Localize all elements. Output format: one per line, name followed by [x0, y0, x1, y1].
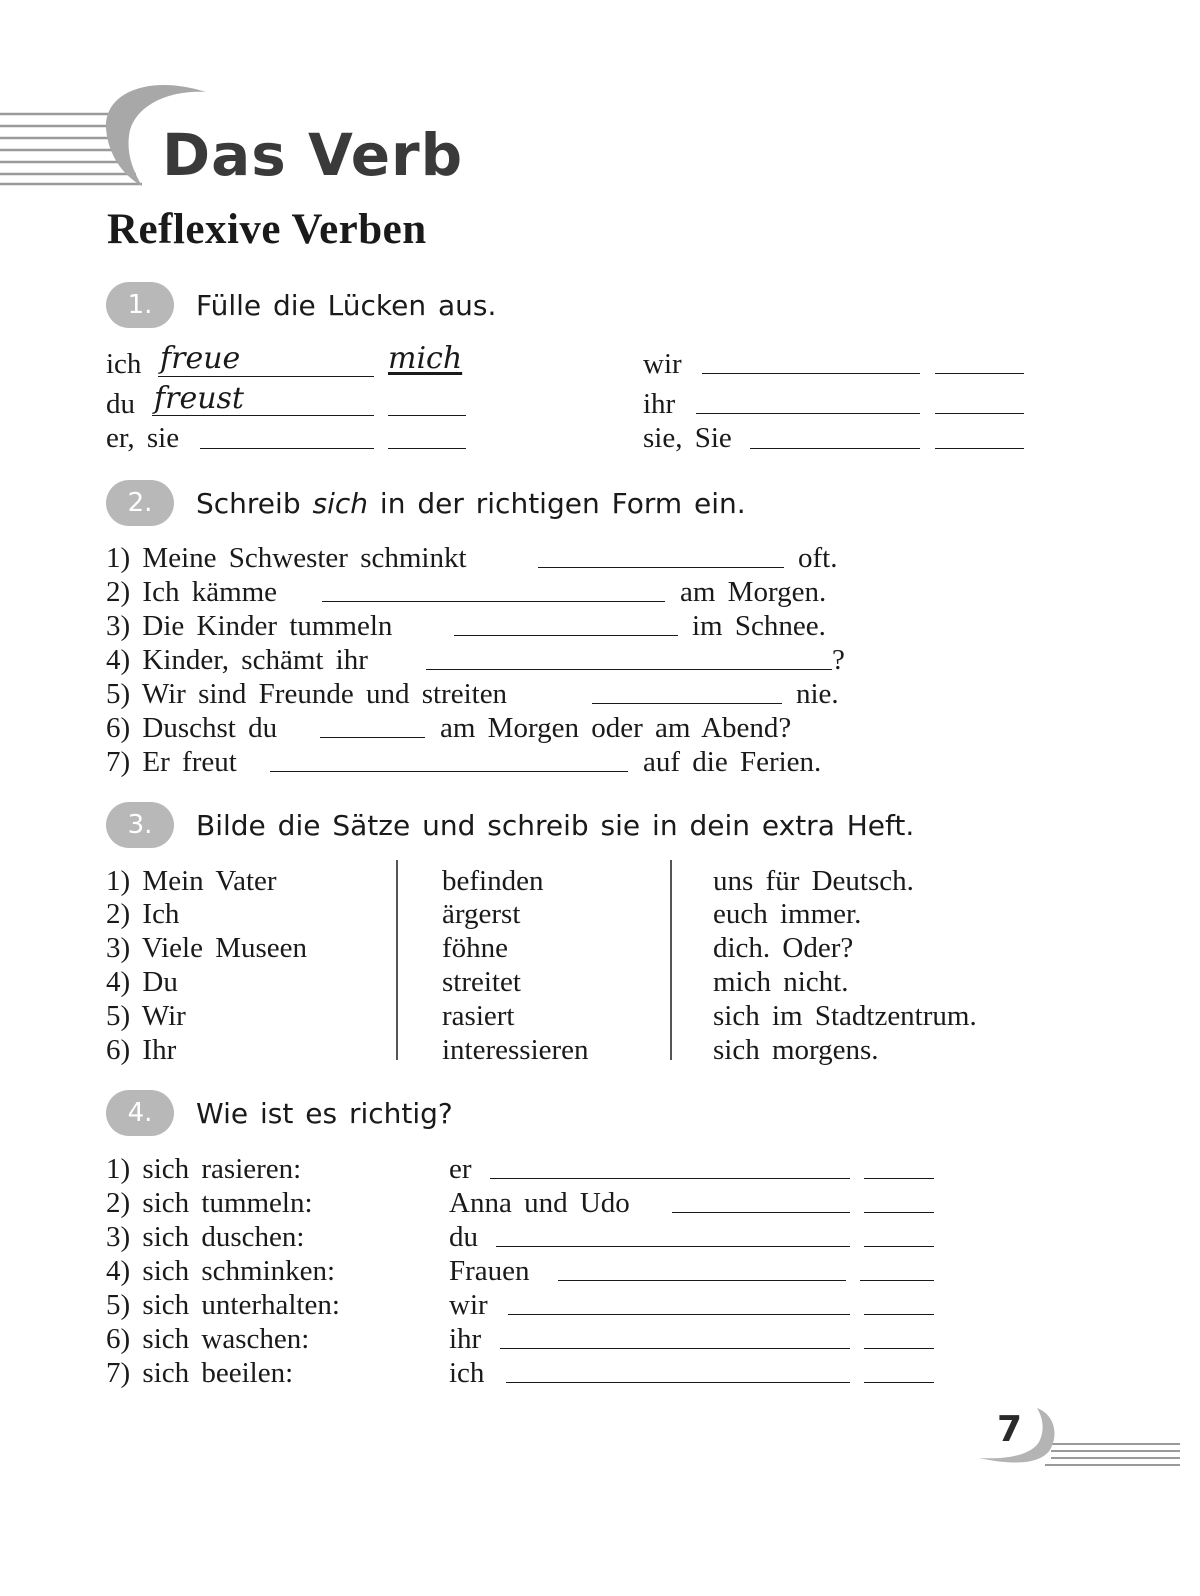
answer-blank[interactable]: [152, 415, 374, 416]
exercise-item: 5) Wir sind Freunde und streiten: [106, 678, 508, 710]
page-number: 7: [997, 1409, 1023, 1450]
exercise-4-heading: [106, 1090, 453, 1136]
exercise-item: 2) Ich kämme: [106, 576, 278, 608]
answer-blank[interactable]: [500, 1348, 850, 1349]
answer-blank[interactable]: [454, 635, 678, 636]
exercise-item: 3) Die Kinder tummeln: [106, 610, 393, 642]
answer-blank[interactable]: [935, 373, 1024, 374]
answer-blank[interactable]: [864, 1382, 934, 1383]
pronoun-label: sie, Sie: [643, 422, 732, 454]
exercise-instruction: Schreib sich in der richtigen Form ein.: [196, 486, 746, 520]
verb-prompt: 7) sich beeilen:: [106, 1357, 294, 1389]
verb-cell: interessieren: [442, 1034, 589, 1066]
verb-prompt: 6) sich waschen:: [106, 1323, 310, 1355]
subject-cell: 3) Viele Museen: [106, 932, 308, 964]
exercise-1-heading: [106, 282, 496, 328]
subject-label: ich: [449, 1357, 485, 1389]
handwritten-answer: freust: [154, 381, 244, 416]
handwritten-answer: freue: [160, 341, 241, 376]
subject-cell: 6) Ihr: [106, 1034, 177, 1066]
subject-label: wir: [449, 1289, 488, 1321]
item-ending: am Morgen.: [680, 576, 827, 608]
answer-blank[interactable]: [864, 1246, 934, 1247]
column-divider: [670, 860, 672, 1060]
pronoun-label: er, sie: [106, 422, 180, 454]
answer-blank[interactable]: [496, 1246, 850, 1247]
column-divider: [396, 860, 398, 1060]
answer-blank[interactable]: [864, 1348, 934, 1349]
subject-cell: 1) Mein Vater: [106, 865, 277, 897]
answer-blank[interactable]: [558, 1280, 846, 1281]
verb-prompt: 1) sich rasieren:: [106, 1153, 302, 1185]
answer-blank[interactable]: [864, 1178, 934, 1179]
item-ending: ?: [832, 644, 845, 676]
exercise-item: 7) Er freut: [106, 746, 237, 778]
answer-blank[interactable]: [508, 1314, 850, 1315]
answer-blank[interactable]: [935, 413, 1024, 414]
subject-label: du: [449, 1221, 478, 1253]
exercise-instruction: Bilde die Sätze und schreib sie in dein extra Heft.: [196, 808, 915, 842]
answer-blank[interactable]: [538, 567, 784, 568]
verb-cell: föhne: [442, 932, 509, 964]
subject-label: ihr: [449, 1323, 482, 1355]
ending-cell: dich. Oder?: [713, 932, 854, 964]
answer-blank[interactable]: [270, 771, 628, 772]
answer-blank[interactable]: [158, 376, 374, 377]
answer-blank[interactable]: [200, 448, 374, 449]
exercise-item: 6) Duschst du: [106, 712, 278, 744]
verb-cell: rasiert: [442, 1000, 515, 1032]
subject-label: Frauen: [449, 1255, 530, 1287]
pronoun-label: ihr: [643, 388, 676, 420]
verb-prompt: 5) sich unterhalten:: [106, 1289, 340, 1321]
exercise-number-badge: 3.: [106, 802, 174, 848]
exercise-number-badge: 4.: [106, 1090, 174, 1136]
answer-blank[interactable]: [490, 1178, 850, 1179]
verb-prompt: 4) sich schminken:: [106, 1255, 336, 1287]
item-ending: im Schnee.: [692, 610, 826, 642]
exercise-item: 4) Kinder, schämt ihr: [106, 644, 368, 676]
exercise-number-badge: 2.: [106, 480, 174, 526]
exercise-3-heading: [106, 802, 914, 848]
verb-cell: ärgerst: [442, 898, 521, 930]
answer-blank[interactable]: [696, 413, 920, 414]
verb-cell: befinden: [442, 865, 544, 897]
subject-cell: 5) Wir: [106, 1000, 186, 1032]
answer-blank[interactable]: [672, 1212, 850, 1213]
pronoun-label: ich: [106, 348, 142, 380]
ending-cell: sich morgens.: [713, 1034, 879, 1066]
item-ending: nie.: [796, 678, 839, 710]
pronoun-label: du: [106, 388, 135, 420]
item-ending: oft.: [798, 542, 838, 574]
answer-blank[interactable]: [388, 448, 466, 449]
exercise-instruction: Wie ist es richtig?: [196, 1096, 453, 1130]
section-subtitle: Reflexive Verben: [107, 206, 427, 253]
answer-blank[interactable]: [864, 1212, 934, 1213]
handwritten-answer: mich: [388, 341, 463, 376]
answer-blank[interactable]: [935, 448, 1024, 449]
subject-label: er: [449, 1153, 472, 1185]
answer-blank[interactable]: [320, 737, 425, 738]
item-ending: auf die Ferien.: [643, 746, 822, 778]
chapter-title: Das Verb: [162, 121, 464, 189]
ending-cell: sich im Stadtzentrum.: [713, 1000, 977, 1032]
answer-blank[interactable]: [506, 1382, 850, 1383]
exercise-instruction: Fülle die Lücken aus.: [196, 288, 497, 322]
subject-label: Anna und Udo: [449, 1187, 630, 1219]
ending-cell: uns für Deutsch.: [713, 865, 914, 897]
verb-prompt: 3) sich duschen:: [106, 1221, 305, 1253]
exercise-2-heading: [106, 480, 746, 526]
exercise-number-badge: 1.: [106, 282, 174, 328]
answer-blank[interactable]: [592, 703, 782, 704]
exercise-item: 1) Meine Schwester schminkt: [106, 542, 467, 574]
subject-cell: 2) Ich: [106, 898, 180, 930]
verb-prompt: 2) sich tummeln:: [106, 1187, 313, 1219]
verb-cell: streitet: [442, 966, 521, 998]
answer-blank[interactable]: [388, 415, 466, 416]
pronoun-label: wir: [643, 348, 682, 380]
answer-blank[interactable]: [426, 669, 832, 670]
answer-blank[interactable]: [750, 448, 920, 449]
subject-cell: 4) Du: [106, 966, 178, 998]
ending-cell: euch immer.: [713, 898, 862, 930]
answer-blank[interactable]: [860, 1280, 934, 1281]
answer-blank[interactable]: [702, 373, 920, 374]
answer-blank[interactable]: [322, 601, 665, 602]
answer-blank[interactable]: [864, 1314, 934, 1315]
item-ending: am Morgen oder am Abend?: [440, 712, 792, 744]
ending-cell: mich nicht.: [713, 966, 849, 998]
